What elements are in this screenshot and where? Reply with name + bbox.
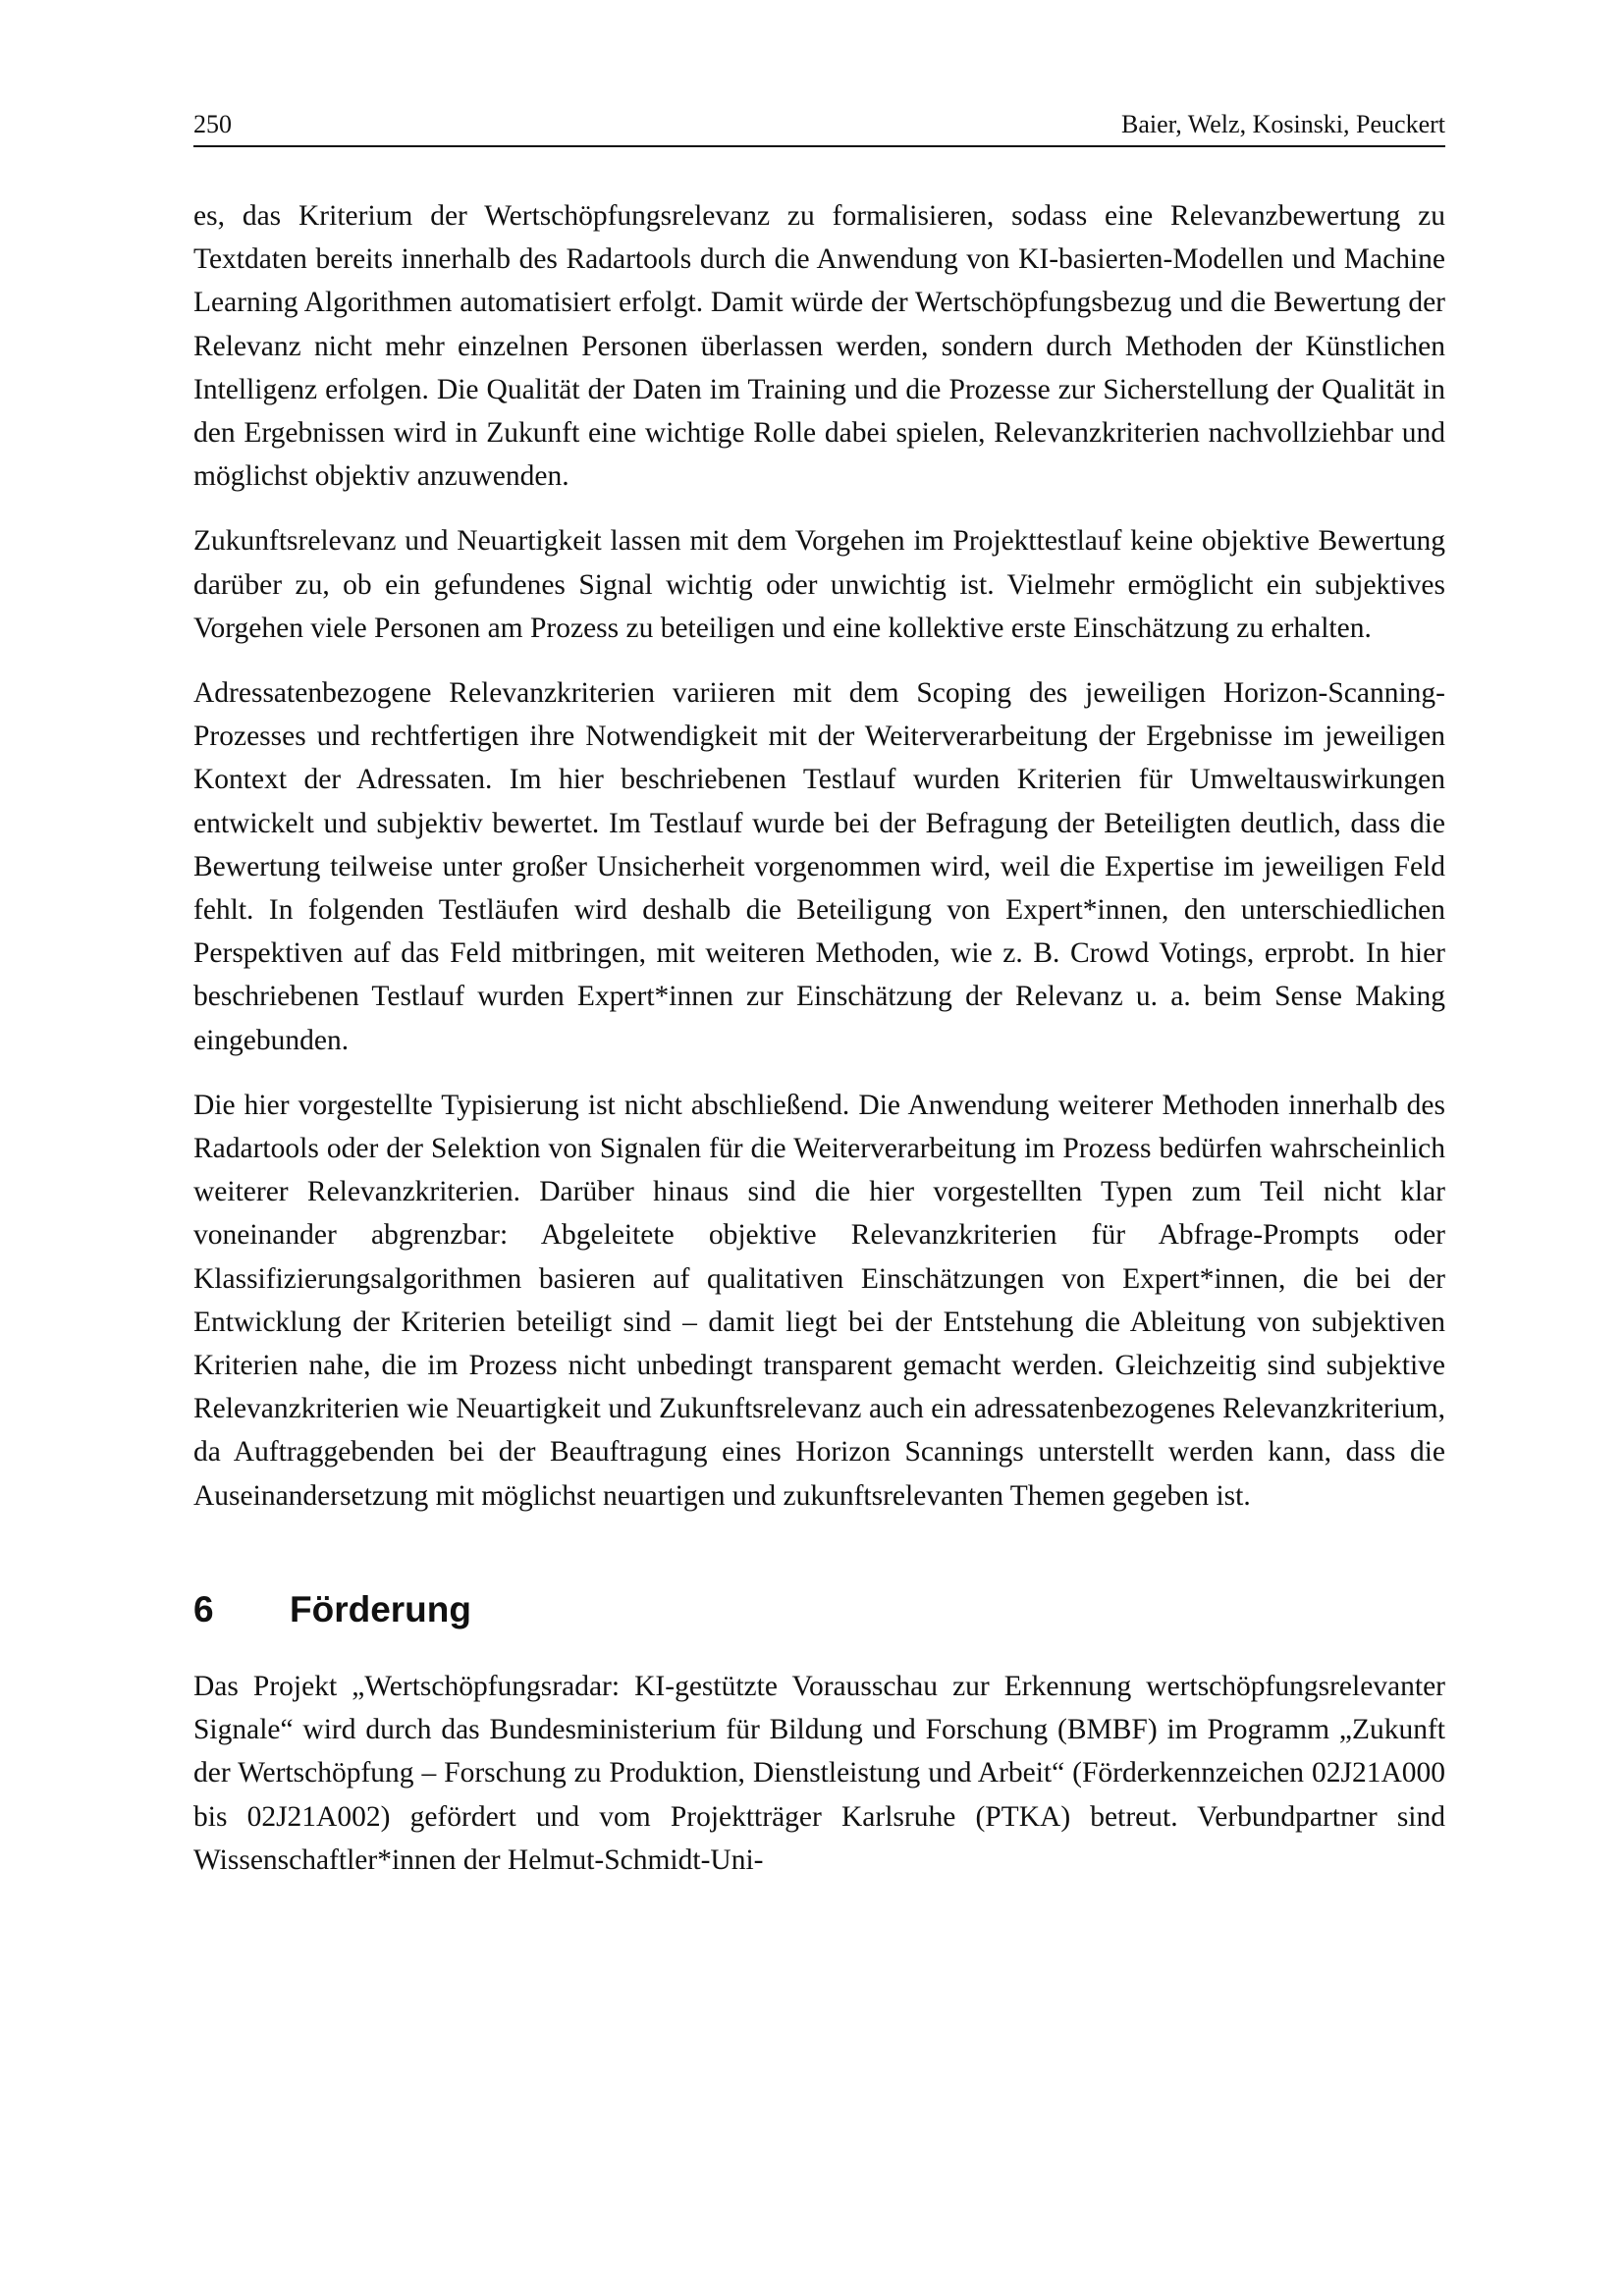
section-paragraph: Das Projekt „Wertschöpfungsradar: KI-gestützte Vorausschau zur Erkennung wertschöpfungsrelevanter Signale“ wird durch das Bundesministerium für Bildung und Forschung (BMBF) im Programm „Zukunft der Wertschöpfung – Forschung zu Produktion, Dienstleistung und Arbeit“ (Förderkennzeichen 02J21A000 bis 02J21A002) gefördert und vom Projektträger Karlsruhe (PTKA) betreut. Verbundpartner sind Wissenschaftler*innen der Helmut-Schmidt-Uni- [193,1670,1445,1876]
page-number: 250 [193,110,232,138]
running-header-authors: Baier, Welz, Kosinski, Peuckert [1121,110,1445,138]
paragraph-2: Zukunftsrelevanz und Neuartigkeit lassen mit dem Vorgehen im Projekttestlauf keine objektive Bewertung darüber zu, ob ein gefundenes Signal wichtig oder unwichtig ist. Vielmehr ermöglicht ein subjektives Vorgehen viele Personen am Prozess zu beteiligen und eine kollektive erste Einschätzung zu erhalten. [193,525,1445,644]
body-text [193,194,1445,1903]
section-title: Förderung [290,1588,471,1629]
running-header [193,110,1445,147]
paragraph-3: Adressatenbezogene Relevanzkriterien variieren mit dem Scoping des jeweiligen Horizon-Scanning-Prozesses und rechtfertigen ihre Notwendigkeit mit der Weiterverarbeitung der Ergebnisse im jeweiligen Kontext der Adressaten. Im hier beschriebenen Testlauf wurden Kriterien für Umweltauswirkungen entwickelt und subjektiv bewertet. Im Testlauf wurde bei der Befragung der Beteiligten deutlich, dass die Bewertung teilweise unter großer Unsicherheit vorgenommen wird, weil die Expertise im jeweiligen Feld fehlt. In folgenden Testläufen wird deshalb die Beteiligung von Expert*innen, den unterschiedlichen Perspektiven auf das Feld mitbringen, mit weiteren Methoden, wie z. B. Crowd Votings, erprobt. In hier beschriebenen Testlauf wurden Expert*innen zur Einschätzung der Relevanz u. a. beim Sense Making eingebunden. [193,677,1445,1056]
paragraph-4: Die hier vorgestellte Typisierung ist nicht abschließend. Die Anwendung weiterer Methoden innerhalb des Radartools oder der Selektion von Signalen für die Weiterverarbeitung im Prozess bedürfen wahrscheinlich weiterer Relevanzkriterien. Darüber hinaus sind die hier vorgestellten Typen zum Teil nicht klar voneinander abgrenzbar: Abgeleitete objektive Relevanzkriterien für Abfrage-Prompts oder Klassifizierungsalgorithmen basieren auf qualitativen Einschätzungen von Expert*innen, die bei der Entwicklung der Kriterien beteiligt sind – damit liegt bei der Entstehung die Ableitung von subjektiven Kriterien nahe, die im Prozess nicht unbedingt transparent gemacht werden. Gleichzeitig sind subjektive Relevanzkriterien wie Neuartigkeit und Zukunftsrelevanz auch ein adressatenbezogenes Relevanzkriterium, da Auftraggebenden bei der Beauftragung eines Horizon Scannings unterstellt werden kann, dass die Auseinandersetzung mit möglichst neuartigen und zukunftsrelevanten Themen gegeben ist. [193,1089,1445,1512]
section-heading [193,1588,1445,1631]
section-number: 6 [193,1588,214,1629]
paragraph-1: es, das Kriterium der Wertschöpfungsrelevanz zu formalisieren, sodass eine Relevanzbewertung zu Textdaten bereits innerhalb des Radartools durch die Anwendung von KI-basierten-Modellen und Machine Learning Algorithmen automatisiert erfolgt. Damit würde der Wertschöpfungsbezug und die Bewertung der Relevanz nicht mehr einzelnen Personen überlassen werden, sondern durch Methoden der Künstlichen Intelligenz erfolgen. Die Qualität der Daten im Training und die Prozesse zur Sicherstellung der Qualität in den Ergebnissen wird in Zukunft eine wichtige Rolle dabei spielen, Relevanzkriterien nachvollziehbar und möglichst objektiv anzuwenden. [193,200,1445,493]
